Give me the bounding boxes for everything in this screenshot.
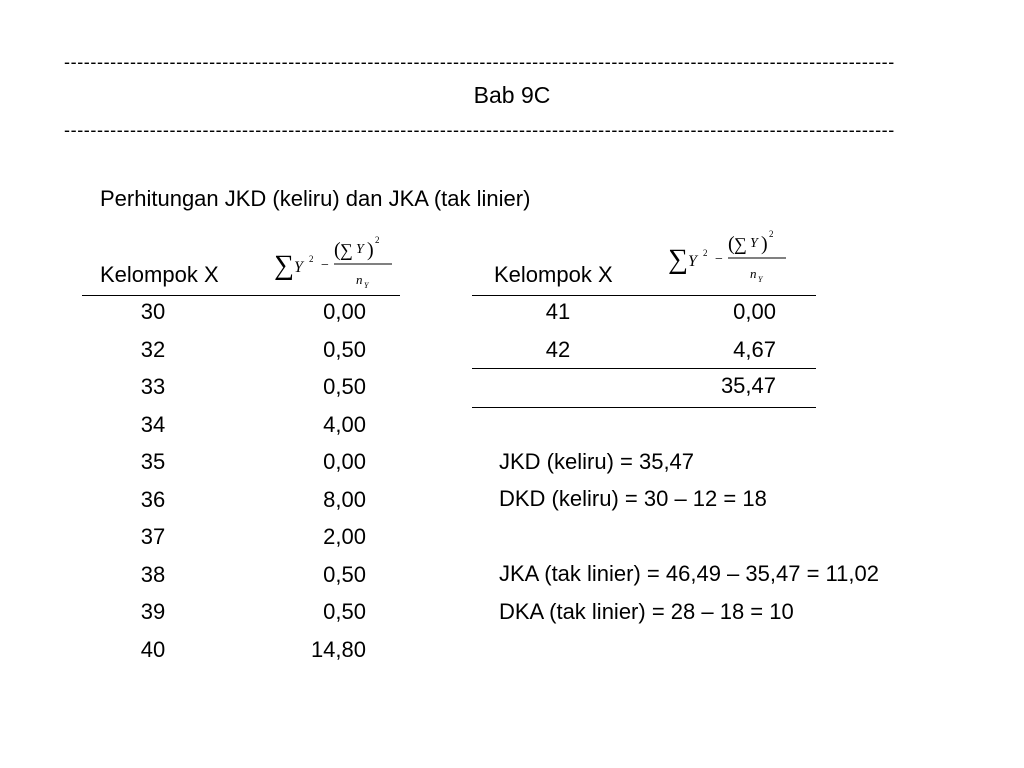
left-row-x: 30: [140, 299, 166, 324]
svg-text:2: 2: [769, 229, 774, 239]
svg-text:n: n: [750, 266, 757, 281]
left-row-value: 0,00: [323, 449, 366, 474]
svg-text:−: −: [321, 258, 329, 273]
left-row-x: 37: [140, 524, 166, 549]
svg-text:∑: ∑: [340, 240, 353, 260]
right-table-total: 35,47: [720, 373, 776, 398]
svg-text:Y: Y: [750, 236, 758, 251]
right-row-x: 41: [545, 299, 571, 324]
svg-text:Y: Y: [364, 281, 369, 290]
section-title: Perhitungan JKD (keliru) dan JKA (tak linier): [100, 186, 531, 211]
left-row-value: 0,00: [323, 299, 366, 324]
svg-text:Y: Y: [356, 242, 364, 257]
dashed-divider-bottom: ------------------------------------------------------------------------------------------------------------------------------: [64, 120, 895, 140]
left-row-x: 38: [140, 561, 166, 587]
svg-text:): ): [367, 239, 374, 261]
result-dkd: DKD (keliru) = 30 – 12 = 18: [499, 486, 767, 511]
result-dka: DKA (tak linier) = 28 – 18 = 10: [499, 599, 794, 624]
left-row-x: 35: [140, 449, 166, 474]
right-table-sum-rule: [472, 368, 816, 369]
svg-text:∑: ∑: [734, 234, 747, 254]
svg-text:Y: Y: [294, 259, 303, 276]
svg-text:2: 2: [375, 235, 380, 245]
right-row-value: 0,00: [733, 299, 776, 324]
sigma-symbol: ∑: [274, 250, 294, 281]
right-table-header-rule: [472, 295, 816, 296]
sigma-symbol: ∑: [668, 244, 688, 275]
right-table-bottom-rule: [472, 407, 816, 408]
left-table-header-rule: [82, 295, 400, 296]
left-row-value: 4,00: [323, 411, 366, 437]
right-row-value: 4,67: [733, 336, 776, 362]
left-row-value: 0,50: [323, 561, 366, 587]
left-row-x: 32: [140, 336, 166, 362]
svg-text:Y: Y: [688, 253, 697, 270]
left-row-x: 39: [140, 599, 166, 624]
left-row-x: 34: [140, 411, 166, 437]
result-jkd: JKD (keliru) = 35,47: [499, 449, 695, 474]
left-row-value: 0,50: [323, 374, 366, 399]
right-formula-sum-of-squares: [666, 226, 792, 288]
right-table-header-x: Kelompok X: [494, 262, 613, 287]
left-row-value: 2,00: [323, 524, 366, 549]
dashed-divider-top: ------------------------------------------------------------------------------------------------------------------------------: [64, 52, 895, 72]
svg-text:2: 2: [703, 248, 708, 258]
svg-text:(: (: [334, 239, 341, 261]
svg-text:−: −: [715, 252, 723, 267]
svg-text:2: 2: [309, 254, 314, 264]
svg-text:): ): [761, 233, 768, 255]
left-row-value: 0,50: [323, 336, 366, 362]
left-formula-sum-of-squares: [272, 232, 398, 294]
svg-text:n: n: [356, 272, 363, 287]
left-row-x: 33: [140, 374, 166, 399]
left-row-value: 0,50: [323, 599, 366, 624]
left-row-value: 8,00: [323, 486, 366, 512]
svg-text:Y: Y: [758, 275, 763, 284]
left-table-header-x: Kelompok X: [100, 262, 219, 287]
chapter-title: Bab 9C: [473, 82, 551, 108]
right-row-x: 42: [545, 336, 571, 362]
left-row-value: 14,80: [310, 636, 366, 662]
svg-text:(: (: [728, 233, 735, 255]
left-row-x: 36: [140, 486, 166, 512]
left-row-x: 40: [140, 636, 166, 662]
result-jka: JKA (tak linier) = 46,49 – 35,47 = 11,02: [499, 561, 879, 586]
